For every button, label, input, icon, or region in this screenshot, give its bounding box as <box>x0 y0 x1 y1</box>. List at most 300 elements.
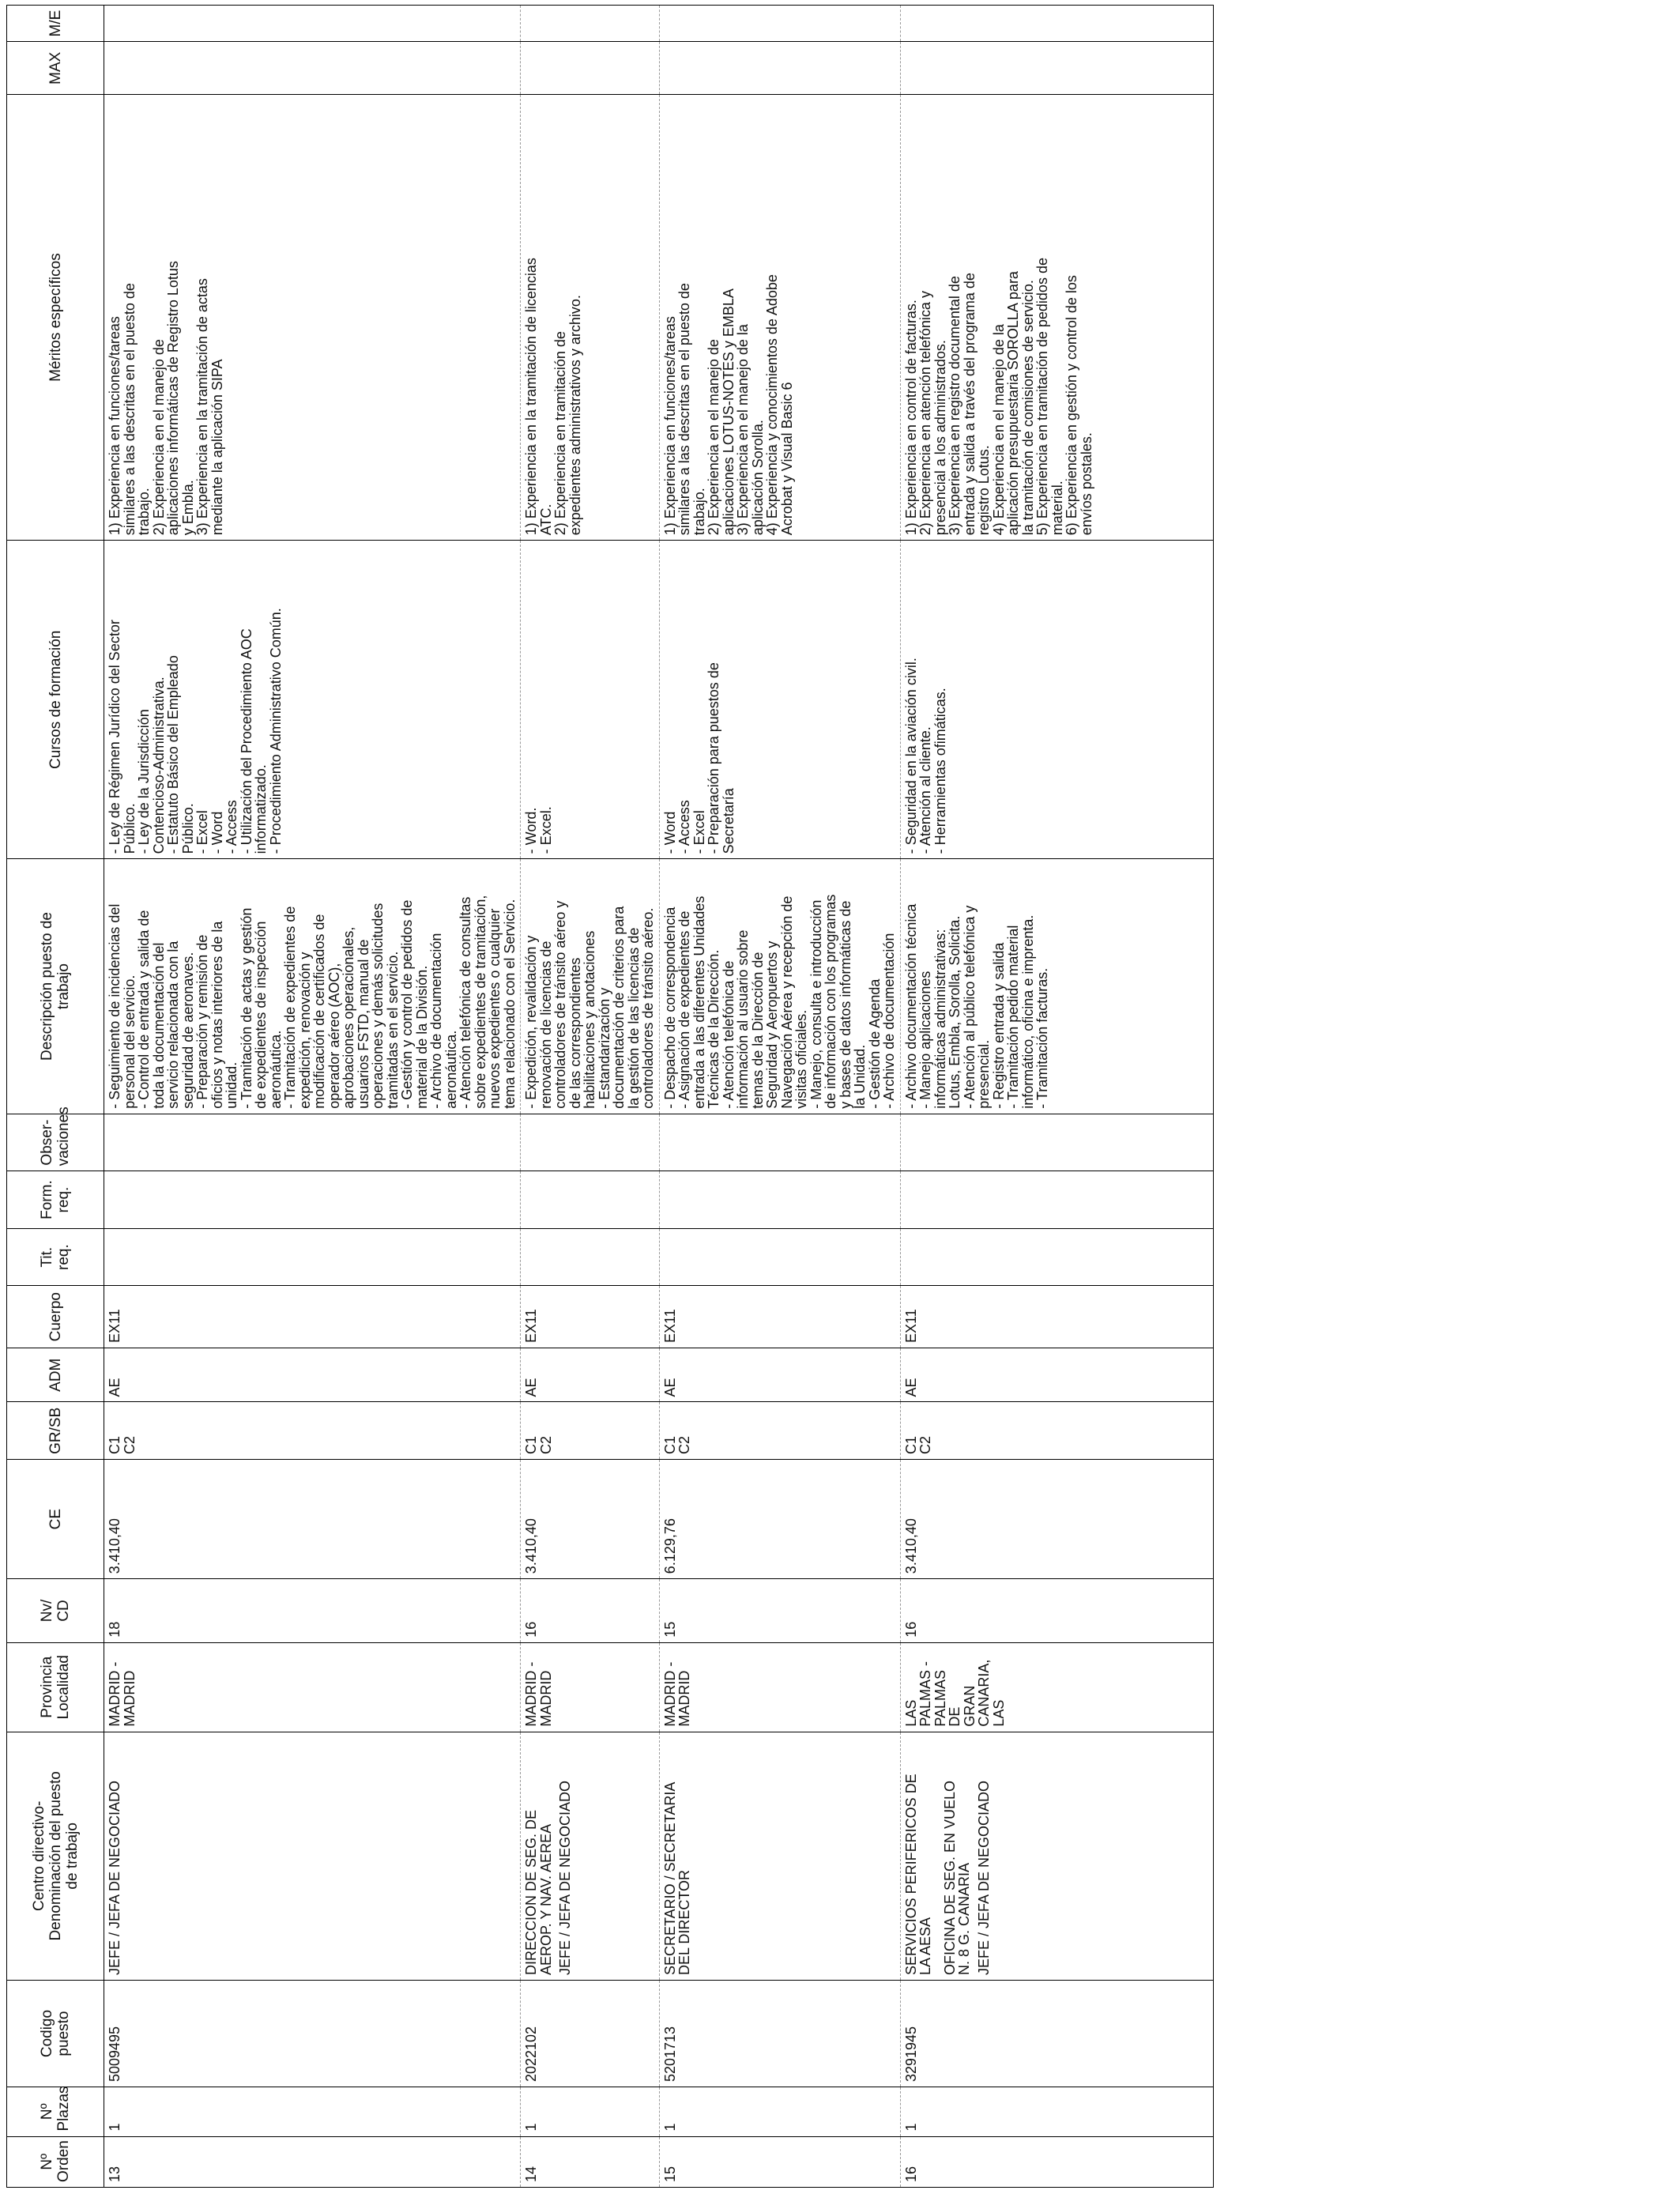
text-line: - Word. <box>523 807 539 854</box>
text-line: material de la División. <box>413 965 430 1109</box>
text-line: C1 <box>902 1436 919 1455</box>
text-line: unidad. <box>224 1061 239 1109</box>
header-plazas <box>7 2087 104 2136</box>
text-line: ATC. <box>537 503 554 536</box>
header-line: req. <box>55 1186 72 1213</box>
text-line: 3) Experiencia en registro documental de <box>947 276 962 536</box>
header-max <box>7 42 104 95</box>
header-line: trabajo <box>55 963 72 1010</box>
cell-grupo <box>521 1402 660 1460</box>
text-line: - Seguimiento de incidencias del <box>107 903 122 1109</box>
text-line: - Tramitación pedido material <box>1005 925 1021 1109</box>
cell-adm <box>659 1348 900 1402</box>
cell-value: 13 <box>107 2166 122 2182</box>
cell-value: 6.129,76 <box>661 1518 678 1574</box>
cell-grupo <box>659 1402 900 1460</box>
text-line: - Preparación y remisión de <box>194 934 210 1109</box>
cell-value: 14 <box>523 2166 539 2182</box>
header-line: Méritos específicos <box>47 253 64 382</box>
text-line: - Excel. <box>537 806 554 854</box>
text-line: - Atención telefónica de <box>720 960 736 1109</box>
header-titulacion <box>7 1228 104 1286</box>
cell-observaciones <box>521 1114 660 1171</box>
cell-cuerpo <box>104 1286 521 1348</box>
cell-value: 15 <box>661 2166 678 2182</box>
text-line: toda la documentación del <box>150 942 167 1109</box>
text-line: temas de la Dirección de <box>749 952 766 1109</box>
cell-ce <box>900 1460 1213 1579</box>
text-line: - Manejo, consulta e introducción <box>808 899 824 1109</box>
cell-titulacion <box>104 1228 521 1286</box>
text-line: la Unidad. <box>852 1044 868 1109</box>
cell-adm <box>521 1348 660 1402</box>
text-line: Seguridad y Aeropuertos y <box>764 941 780 1109</box>
cell-titulacion <box>659 1228 900 1286</box>
header-line: Cursos de formación <box>47 630 64 769</box>
cell-centro <box>521 1732 660 1980</box>
text-line: C1 <box>107 1436 122 1455</box>
text-line: - Despacho de correspondencia <box>661 907 678 1109</box>
text-line: servicio relacionada con la <box>165 941 181 1109</box>
text-line: envíos postales. <box>1078 432 1094 536</box>
text-line: Contencioso-Administrativa. <box>150 677 167 854</box>
header-nivel <box>7 1579 104 1643</box>
text-line: DIRECCION DE SEG. DE <box>523 1810 539 1976</box>
text-line: tramitadas en el servicio. <box>384 951 401 1109</box>
text-line: de las correspondientes <box>567 957 583 1109</box>
header-line: CD <box>55 1600 72 1622</box>
text-line: de información con los programas <box>823 894 838 1109</box>
cell-orden <box>521 2136 660 2187</box>
text-line: expedición, renovación y <box>296 952 313 1109</box>
text-line: trabajo. <box>691 488 707 536</box>
text-line: similares a las descritas en el puesto de <box>121 283 137 536</box>
text-line: informático, oficina e imprenta. <box>1019 914 1036 1109</box>
cell-centro <box>104 1732 521 1980</box>
header-line: Tit. <box>39 1246 55 1268</box>
header-cuerpo <box>7 1286 104 1348</box>
cell-descripcion <box>521 859 660 1114</box>
text-line: modificación de certificados de <box>311 914 327 1109</box>
header-line: Provincia <box>39 1656 55 1718</box>
text-line: Navegación Aérea y recepción de <box>778 895 795 1109</box>
text-line: - Registro entrada y salida <box>990 942 1007 1109</box>
header-line: ADM <box>47 1358 64 1392</box>
cell-value: 16 <box>902 2166 919 2182</box>
text-line: 6) Experiencia en gestión y control de los <box>1064 275 1079 536</box>
header-row <box>7 6 104 2188</box>
text-line: C2 <box>121 1436 137 1455</box>
cell-cursos <box>659 541 900 859</box>
table-row <box>521 6 660 2188</box>
header-provincia <box>7 1642 104 1732</box>
header-line: GR/SB <box>47 1407 64 1454</box>
text-line: personal del servicio. <box>121 974 137 1109</box>
header-line: Cuerpo <box>47 1292 64 1342</box>
cell-nivel <box>659 1579 900 1643</box>
text-line: entrada a las diferentes Unidades <box>691 895 707 1109</box>
text-line: Acrobat y Visual Basic 6 <box>778 382 795 536</box>
text-line: GRAN <box>961 1685 977 1727</box>
table-row <box>659 6 900 2188</box>
cell-meritos <box>659 94 900 540</box>
cell-descripcion <box>900 859 1213 1114</box>
header-line: Denominación del puesto <box>47 1771 64 1941</box>
cell-orden <box>659 2136 900 2187</box>
header-centro <box>7 1732 104 1980</box>
cell-value: 1 <box>661 2123 678 2132</box>
header-line: Nº <box>39 2153 55 2170</box>
text-line: documentación de criterios para <box>611 906 627 1109</box>
text-line: - Estandarización y <box>596 987 612 1109</box>
cell-value: EX11 <box>902 1309 919 1343</box>
text-line: MADRID - <box>661 1661 678 1727</box>
cell-adm <box>900 1348 1213 1402</box>
text-line: controladores de tránsito aéreo y <box>552 900 568 1109</box>
text-line: material. <box>1049 481 1065 536</box>
cell-observaciones <box>104 1114 521 1171</box>
text-line: informatizado. <box>253 764 269 854</box>
header-observaciones <box>7 1106 104 1171</box>
text-line: Secretaría <box>720 788 736 854</box>
text-line: - Archivo de documentación <box>428 933 444 1109</box>
table-row <box>104 6 521 2188</box>
cell-formacion <box>521 1171 660 1229</box>
cell-nivel <box>521 1579 660 1643</box>
text-line: C2 <box>676 1436 692 1455</box>
text-line: - Tramitación de actas y gestión <box>238 907 254 1109</box>
text-line: - Archivo de documentación <box>881 933 897 1109</box>
text-line: MADRID <box>676 1670 692 1727</box>
cell-value: 3291945 <box>902 2026 919 2083</box>
text-line: C2 <box>917 1436 933 1455</box>
cell-formacion <box>104 1171 521 1229</box>
text-line: y bases de datos informáticas de <box>837 900 853 1109</box>
text-line: 1) Experiencia en control de facturas. <box>902 300 919 536</box>
cell-value: 16 <box>523 1621 539 1638</box>
text-line: 1) Experiencia en funciones/tareas <box>107 316 122 536</box>
text-line: - Excel <box>691 810 707 854</box>
text-line: la tramitación de comisiones de servicio. <box>1019 280 1036 536</box>
text-line: Técnicas de la Dirección. <box>706 949 721 1109</box>
cell-value: 1 <box>107 2123 122 2132</box>
text-line: de expedientes de inspección <box>253 921 269 1109</box>
text-line: la gestión de las licencias de <box>625 927 642 1109</box>
cell-codigo <box>521 1981 660 2087</box>
text-line: N. 8 G. CANARIA <box>956 1863 972 1976</box>
text-line: PALMAS DE <box>932 1669 962 1727</box>
text-line: informáticas administrativas: <box>932 929 948 1109</box>
text-line: nuevos expedientes o cualquier <box>487 908 503 1109</box>
text-line: 3) Experiencia en el manejo de la <box>735 324 751 536</box>
text-line: 2) Experiencia en atención telefónica y <box>917 291 933 536</box>
cell-cuerpo <box>900 1286 1213 1348</box>
cell-formacion <box>900 1171 1213 1229</box>
text-line: oficios y notas interiores de la <box>209 921 225 1109</box>
cell-ce <box>104 1460 521 1579</box>
text-line: 4) Experiencia y conocimientos de Adobe <box>764 274 780 536</box>
text-line: - Access <box>224 800 239 854</box>
text-line: y Embla. <box>179 480 196 536</box>
cell-me <box>900 6 1213 42</box>
cell-titulacion <box>900 1228 1213 1286</box>
text-line: MADRID - <box>523 1661 539 1727</box>
text-line: - Atención al público telefónica y <box>961 905 977 1109</box>
text-line: - Estatuto Básico del Empleado <box>165 655 181 854</box>
header-line: Centro directivo- <box>30 1800 47 1912</box>
text-line: operaciones y demás solicitudes <box>370 903 386 1109</box>
header-line: Plazas <box>55 2086 72 2132</box>
cell-max <box>521 42 660 95</box>
text-line: C1 <box>523 1436 539 1455</box>
text-line: MADRID <box>121 1670 137 1727</box>
job-positions-table <box>6 5 1214 2188</box>
cell-cursos <box>521 541 660 859</box>
header-line: req. <box>55 1244 72 1270</box>
text-line: registro Lotus. <box>976 445 992 536</box>
header-line: vaciones <box>55 1106 72 1167</box>
text-line: - Ley de la Jurisdicción <box>136 709 152 854</box>
text-line: operador aéreo (AOC), <box>326 963 342 1109</box>
header-formacion <box>7 1171 104 1229</box>
cell-meritos <box>521 94 660 540</box>
header-line: Orden <box>55 2140 72 2182</box>
header-line: Form. <box>39 1180 55 1220</box>
text-line: - Access <box>676 800 692 854</box>
header-line: Descripción puesto de <box>39 912 55 1061</box>
text-line: - Word <box>661 811 678 854</box>
header-line: de trabajo <box>63 1823 81 1890</box>
text-line: - Gestión de Agenda <box>866 978 883 1109</box>
cell-value: EX11 <box>107 1309 122 1343</box>
text-line: mediante la aplicación SIPA <box>209 359 225 536</box>
cell-descripcion <box>659 859 900 1114</box>
header-cursos <box>7 541 104 859</box>
text-line: MADRID - <box>107 1661 122 1727</box>
header-codigo <box>7 1981 104 2087</box>
cell-value: EX11 <box>661 1309 678 1343</box>
text-line: información al usuario sobre <box>735 929 751 1109</box>
header-ce <box>7 1460 104 1579</box>
cell-cursos <box>900 541 1213 859</box>
cell-centro <box>659 1732 900 1980</box>
cell-cuerpo <box>521 1286 660 1348</box>
text-line: - Archivo documentación técnica <box>902 903 919 1109</box>
cell-centro <box>900 1732 1213 1980</box>
cell-descripcion <box>104 859 521 1114</box>
text-line: presencial a los administrados. <box>932 340 948 536</box>
cell-nivel <box>104 1579 521 1643</box>
cell-value: 2022102 <box>523 2026 539 2083</box>
cell-max <box>900 42 1213 95</box>
header-line: CE <box>47 1508 64 1530</box>
cell-plazas <box>521 2087 660 2136</box>
text-line: aeronáutica. <box>443 1030 459 1109</box>
cell-me <box>521 6 660 42</box>
cell-adm <box>104 1348 521 1402</box>
header-line: Nº <box>39 2103 55 2120</box>
text-line: renovación de licencias de <box>537 941 554 1109</box>
cell-grupo <box>104 1402 521 1460</box>
cell-orden <box>104 2136 521 2187</box>
header-line: Codigo <box>39 2009 55 2058</box>
text-line: - Control de entrada y salida de <box>136 910 152 1109</box>
text-line: JEFE / JEFA DE NEGOCIADO <box>975 1780 992 1976</box>
cell-value: AE <box>523 1378 539 1397</box>
text-line: 1) Experiencia en la tramitación de licencias <box>523 258 539 536</box>
cell-value: 5009495 <box>107 2026 122 2083</box>
cell-plazas <box>659 2087 900 2136</box>
cell-value: AE <box>107 1378 122 1397</box>
cell-value: 5201713 <box>661 2026 678 2083</box>
text-line: - Utilización del Procedimiento AOC <box>238 628 254 854</box>
cell-plazas <box>104 2087 521 2136</box>
text-line: LAS PALMAS - <box>902 1661 933 1727</box>
text-line: LA AESA <box>917 1917 933 1976</box>
text-line <box>933 1737 943 1975</box>
text-line: aplicación presupuestaria SOROLLA para <box>1005 271 1021 536</box>
text-line: controladores de tránsito aéreo. <box>640 907 656 1109</box>
cell-value: 1 <box>523 2123 539 2132</box>
header-line: Localidad <box>55 1655 72 1720</box>
cell-me <box>104 6 521 42</box>
cell-plazas <box>900 2087 1213 2136</box>
header-line: MAX <box>47 51 64 85</box>
header-orden <box>7 2136 104 2187</box>
text-line: seguridad de aeronaves. <box>179 952 196 1109</box>
text-line: - Asignación de expedientes de <box>676 910 692 1109</box>
header-line: puesto <box>55 2011 72 2056</box>
cell-max <box>659 42 900 95</box>
header-me <box>7 6 104 42</box>
text-line: aeronáutica. <box>267 1030 284 1109</box>
text-line: sobre expedientes de tramitación, <box>472 895 488 1109</box>
cell-orden <box>900 2136 1213 2187</box>
text-line: Lotus, Embla, Sorolla, Solicita. <box>947 915 962 1109</box>
cell-grupo <box>900 1402 1213 1460</box>
cell-titulacion <box>521 1228 660 1286</box>
header-line: M/E <box>47 9 64 37</box>
cell-provincia <box>104 1642 521 1732</box>
text-line: AEROP. Y NAV. AEREA <box>537 1823 554 1976</box>
text-line: JEFE / JEFA DE NEGOCIADO <box>557 1780 573 1976</box>
text-line: - Gestión y control de pedidos de <box>399 899 415 1109</box>
cell-observaciones <box>900 1114 1213 1171</box>
text-line: tema relacionado con el Servicio. <box>501 899 518 1109</box>
cell-ce <box>521 1460 660 1579</box>
text-line: aplicación Sorolla. <box>749 420 766 536</box>
cell-value: 3.410,40 <box>523 1518 539 1574</box>
cell-observaciones <box>659 1114 900 1171</box>
text-line: - Preparación para puestos de <box>706 662 721 854</box>
text-line: 2) Experiencia en tramitación de <box>552 331 568 536</box>
cell-value: 3.410,40 <box>107 1518 122 1574</box>
text-line: C1 <box>661 1436 678 1455</box>
cell-provincia <box>521 1642 660 1732</box>
cell-me <box>659 6 900 42</box>
cell-ce <box>659 1460 900 1579</box>
header-meritos <box>7 94 104 540</box>
text-line: Público. <box>121 803 137 854</box>
text-line: - Manejo aplicaciones <box>917 971 933 1109</box>
text-line: Público. <box>179 803 196 854</box>
text-line: - Tramitación de expedientes de <box>282 906 298 1109</box>
cell-codigo <box>900 1981 1213 2087</box>
header-grupo <box>7 1402 104 1460</box>
text-line: C2 <box>537 1436 554 1455</box>
text-line: 4) Experiencia en el manejo de la <box>990 324 1007 536</box>
cell-value: 15 <box>661 1621 678 1638</box>
text-line: aprobaciones operacionales, <box>341 926 356 1109</box>
text-line: - Seguridad en la aviación civil. <box>902 658 919 854</box>
text-line: visitas oficiales. <box>793 1009 809 1109</box>
text-line: aplicaciones informáticas de Registro Lotus <box>165 261 181 536</box>
cell-cuerpo <box>659 1286 900 1348</box>
text-line: presencial. <box>976 1039 992 1109</box>
cell-meritos <box>900 94 1213 540</box>
header-adm <box>7 1348 104 1402</box>
text-line: 2) Experiencia en el manejo de <box>706 339 721 536</box>
text-line: trabajo. <box>136 488 152 536</box>
cell-max <box>104 42 521 95</box>
text-line: - Tramitación facturas. <box>1034 967 1050 1109</box>
text-line: - Excel <box>194 810 210 854</box>
cell-nivel <box>900 1579 1213 1643</box>
text-line: - Word <box>209 811 225 854</box>
text-line: usuarios FSTD, manual de <box>355 939 371 1109</box>
cell-value: AE <box>661 1378 678 1397</box>
text-line: aplicaciones LOTUS-NOTES y EMBLA <box>720 288 736 536</box>
cell-value: 1 <box>902 2123 919 2132</box>
cell-cursos <box>104 541 521 859</box>
cell-codigo <box>659 1981 900 2087</box>
cell-value: AE <box>902 1378 919 1397</box>
text-line: habilitaciones y anotaciones <box>582 930 597 1109</box>
text-line: - Atención telefónica de consultas <box>458 896 473 1109</box>
text-line: - Procedimiento Administrativo Común. <box>267 608 284 854</box>
cell-value: EX11 <box>523 1309 539 1343</box>
text-line: similares a las descritas en el puesto de <box>676 283 692 536</box>
text-line: MADRID <box>537 1670 554 1727</box>
text-line: 2) Experiencia en el manejo de <box>150 339 167 536</box>
cell-codigo <box>104 1981 521 2087</box>
table-body <box>104 6 1214 2188</box>
text-line: 3) Experiencia en la tramitación de actas <box>194 278 210 536</box>
text-line: DEL DIRECTOR <box>676 1870 692 1976</box>
text-line: SECRETARIO / SECRETARIA <box>661 1781 678 1976</box>
cell-value: 16 <box>902 1621 919 1638</box>
text-line: 1) Experiencia en funciones/tareas <box>661 316 678 536</box>
text-line: entrada y salida a través del programa de <box>961 273 977 536</box>
cell-formacion <box>659 1171 900 1229</box>
text-line: OFICINA DE SEG. EN VUELO <box>941 1780 958 1976</box>
header-line: Obser- <box>39 1119 55 1166</box>
text-line: CANARIA, LAS <box>976 1659 1007 1727</box>
cell-value: 3.410,40 <box>902 1518 919 1574</box>
text-line: expedientes administrativos y archivo. <box>567 295 583 536</box>
table-row <box>900 6 1213 2188</box>
cell-provincia <box>900 1642 1213 1732</box>
cell-provincia <box>659 1642 900 1732</box>
text-line: - Herramientas ofimáticas. <box>932 688 948 854</box>
text-line: JEFE / JEFA DE NEGOCIADO <box>107 1780 122 1976</box>
text-line: - Ley de Régimen Jurídico del Sector <box>107 620 122 854</box>
cell-meritos <box>104 94 521 540</box>
text-line: - Expedición, revalidación y <box>523 935 539 1109</box>
header-descripcion <box>7 859 104 1114</box>
text-line: SERVICIOS PERIFERICOS DE <box>902 1774 919 1976</box>
cell-value: 18 <box>107 1621 122 1638</box>
